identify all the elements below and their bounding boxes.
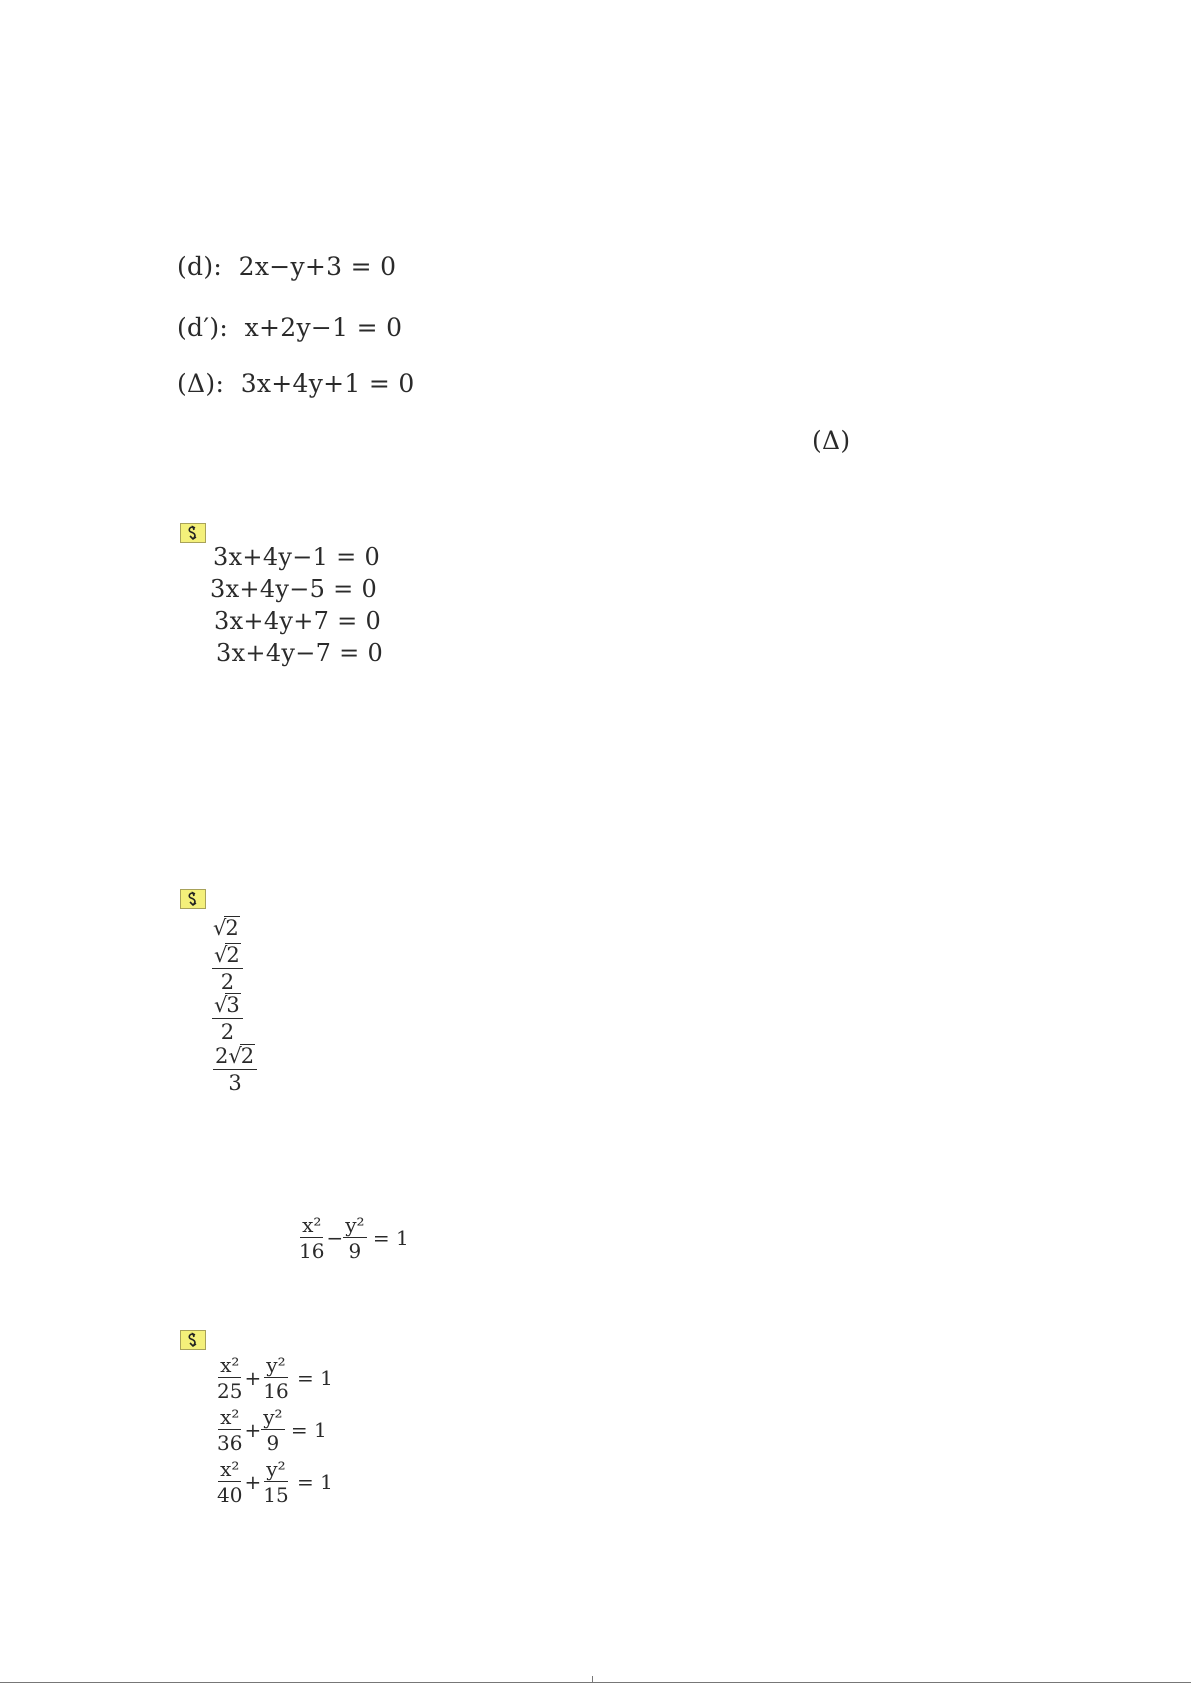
- q2-option[interactable]: $\frac{√3}{2}$: [212, 993, 243, 1043]
- line-equation: 3x+4y+1 = 0: [240, 369, 415, 398]
- numerator: x²: [220, 1457, 240, 1481]
- numerator: x²: [302, 1213, 322, 1237]
- rhs: = 1: [290, 1418, 327, 1442]
- q1-option[interactable]: 3x+4y−5 = 0: [210, 575, 378, 603]
- q1-option[interactable]: 3x+4y−1 = 0: [213, 543, 381, 571]
- line-label: (Δ):: [177, 369, 225, 398]
- q2-option[interactable]: $\frac{2√2}{3}$: [213, 1044, 257, 1094]
- numerator: y²: [263, 1405, 283, 1429]
- operator: −: [326, 1226, 344, 1250]
- radicand: 3: [226, 993, 240, 1017]
- operator: +: [244, 1366, 262, 1390]
- rhs: = 1: [372, 1226, 409, 1250]
- rhs: = 1: [297, 1366, 333, 1390]
- operator: +: [244, 1418, 262, 1442]
- denominator: 25: [217, 1379, 243, 1403]
- denominator: 9: [266, 1431, 280, 1455]
- q2-option[interactable]: √2: [213, 916, 239, 940]
- denominator: 16: [299, 1239, 325, 1263]
- denominator: 36: [217, 1431, 243, 1455]
- denominator: 16: [263, 1379, 289, 1403]
- denominator: 9: [348, 1239, 362, 1263]
- line-equation: x+2y−1 = 0: [244, 313, 403, 342]
- line-label: (d):: [177, 252, 223, 281]
- numerator: x²: [220, 1405, 240, 1429]
- q1-option[interactable]: 3x+4y+7 = 0: [214, 607, 382, 635]
- coefficient: 2: [215, 1044, 229, 1068]
- answer-marker-icon[interactable]: [180, 1330, 206, 1350]
- q3-option[interactable]: [215, 1459, 333, 1505]
- hyperbola-equation: [297, 1215, 409, 1261]
- line-label: (d′):: [177, 313, 229, 342]
- numerator: y²: [345, 1213, 365, 1237]
- radicand: 2: [240, 1044, 255, 1068]
- rhs: = 1: [297, 1470, 333, 1494]
- delta-reference: (Δ): [812, 426, 851, 455]
- numerator: x²: [220, 1353, 240, 1377]
- page-bottom-rule: [0, 1682, 1191, 1683]
- radicand: 2: [226, 943, 240, 967]
- line-d: [177, 252, 396, 281]
- q2-option[interactable]: $\frac{√2}{2}$: [212, 943, 243, 993]
- operator: +: [244, 1470, 262, 1494]
- answer-marker-icon[interactable]: [180, 523, 206, 543]
- line-d-prime: [177, 313, 402, 342]
- denominator: 2: [220, 970, 235, 995]
- page-center-tick: [592, 1676, 593, 1683]
- q3-option[interactable]: [215, 1407, 327, 1453]
- denominator: 15: [263, 1483, 289, 1507]
- denominator: 3: [228, 1071, 242, 1096]
- q1-option[interactable]: 3x+4y−7 = 0: [216, 639, 384, 667]
- line-delta: [177, 369, 415, 398]
- q3-option[interactable]: [215, 1355, 333, 1401]
- denominator: 2: [220, 1020, 235, 1045]
- line-equation: 2x−y+3 = 0: [238, 252, 397, 281]
- denominator: 40: [217, 1483, 243, 1507]
- numerator: y²: [266, 1353, 286, 1377]
- radicand: 2: [225, 916, 239, 940]
- numerator: y²: [266, 1457, 286, 1481]
- answer-marker-icon[interactable]: [180, 889, 206, 909]
